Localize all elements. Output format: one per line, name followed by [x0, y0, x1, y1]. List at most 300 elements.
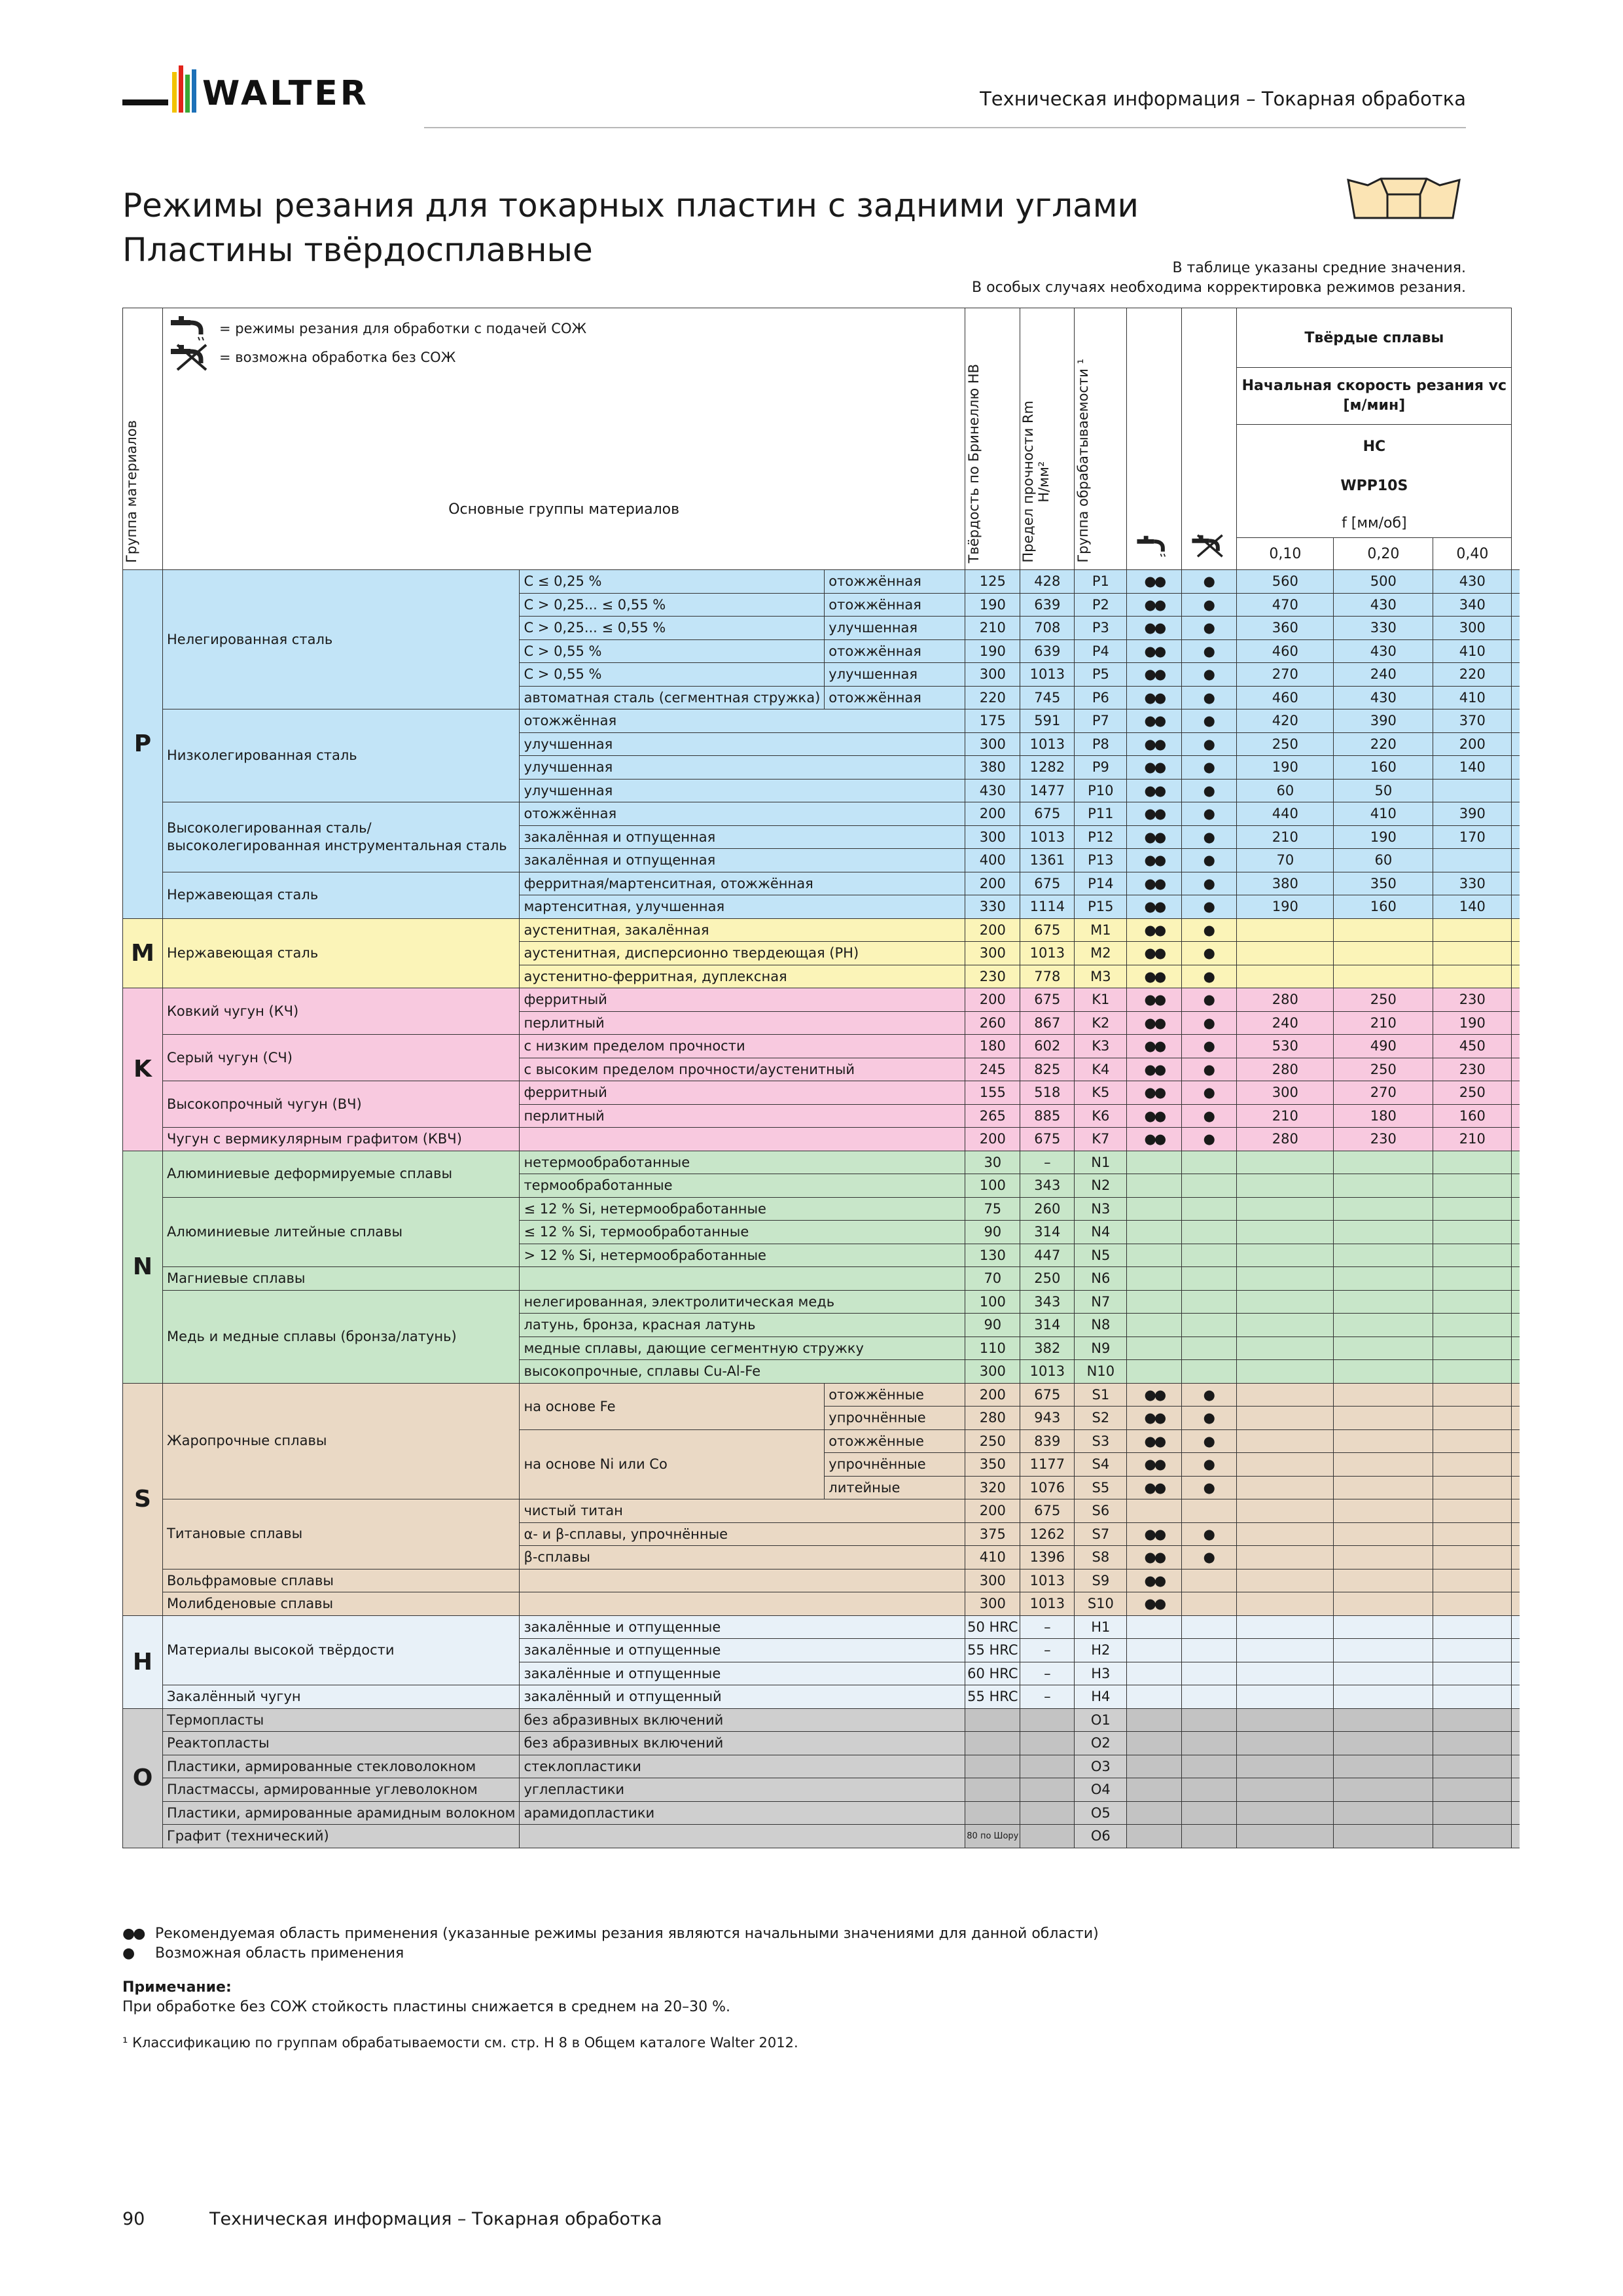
dry-rating: ●: [1182, 1011, 1237, 1035]
speed-value: [1433, 1546, 1512, 1570]
dry-rating: [1182, 1732, 1237, 1755]
material-group-letter: O: [123, 1708, 163, 1848]
speed-value: [1433, 1336, 1512, 1360]
machinability-code: P4: [1075, 639, 1127, 663]
speed-value: 460: [1237, 686, 1334, 709]
material-subgroup: Нержавеющая сталь: [163, 918, 520, 988]
speed-value: 430: [1334, 639, 1433, 663]
hardness-value: 55 HRC: [965, 1685, 1020, 1709]
dry-rating: ●: [1182, 988, 1237, 1012]
strength-value: 343: [1020, 1174, 1075, 1198]
row-tail: [1512, 1592, 1520, 1616]
material-description: чистый титан: [520, 1499, 965, 1523]
speed-value: [1237, 1801, 1334, 1825]
speed-value: [1237, 1453, 1334, 1477]
speed-value: [1237, 1221, 1334, 1244]
material-description: [520, 1128, 965, 1151]
row-tail: [1512, 663, 1520, 687]
dry-rating: ●: [1182, 756, 1237, 780]
speed-value: [1334, 1197, 1433, 1221]
machinability-code: P3: [1075, 617, 1127, 640]
strength-value: 708: [1020, 617, 1075, 640]
speed-value: [1433, 918, 1512, 942]
dry-rating: [1182, 1290, 1237, 1314]
dry-rating: ●: [1182, 1476, 1237, 1499]
machinability-code: O6: [1075, 1825, 1127, 1848]
row-tail: [1512, 709, 1520, 733]
strength-value: –: [1020, 1151, 1075, 1174]
hardness-header: Твёрдость по Бринеллю HB: [966, 363, 982, 563]
table-row: [123, 1825, 1520, 1848]
speed-value: 190: [1237, 895, 1334, 919]
coolant-rating: ●●: [1127, 1081, 1182, 1105]
speed-value: 160: [1334, 756, 1433, 780]
dry-rating: ●: [1182, 1128, 1237, 1151]
material-description: нелегированная, электролитическая медь: [520, 1290, 965, 1314]
speed-value: [1433, 1569, 1512, 1592]
coolant-rating: ●●: [1127, 1476, 1182, 1499]
dry-rating: ●: [1182, 1104, 1237, 1128]
legend-possible: ● Возможная область применения: [122, 1945, 404, 1962]
hardness-value: 155: [965, 1081, 1020, 1105]
hardness-value: [965, 1755, 1020, 1778]
speed-value: [1237, 1755, 1334, 1778]
speed-value: [1237, 1778, 1334, 1802]
hardness-value: 55 HRC: [965, 1639, 1020, 1662]
dry-rating: [1182, 1151, 1237, 1174]
machinability-code: M2: [1075, 942, 1127, 965]
speed-value: [1237, 1825, 1334, 1848]
dry-rating: [1182, 1267, 1237, 1291]
row-tail: [1512, 1732, 1520, 1755]
material-description: C > 0,55 %: [520, 663, 825, 687]
row-tail: [1512, 1174, 1520, 1198]
speed-value: 60: [1237, 779, 1334, 802]
speed-value: [1237, 1732, 1334, 1755]
strength-value: 675: [1020, 1383, 1075, 1407]
material-description: > 12 % Si, нетермообработанные: [520, 1244, 965, 1267]
speed-value: [1334, 1290, 1433, 1314]
strength-value: 1013: [1020, 732, 1075, 756]
coolant-rating: ●●: [1127, 593, 1182, 617]
speed-value: [1237, 1244, 1334, 1267]
strength-value: [1020, 1801, 1075, 1825]
row-tail: [1512, 872, 1520, 895]
strength-value: 260: [1020, 1197, 1075, 1221]
material-description: C > 0,25... ≤ 0,55 %: [520, 593, 825, 617]
row-tail: [1512, 1569, 1520, 1592]
machinability-header: Группа обрабатываемости ¹: [1075, 359, 1092, 563]
material-subgroup: Закалённый чугун: [163, 1685, 520, 1709]
machinability-code: H2: [1075, 1639, 1127, 1662]
strength-value: 382: [1020, 1336, 1075, 1360]
coolant-rating: [1127, 1267, 1182, 1291]
material-subgroup: Пластики, армированные арамидным волокном: [163, 1801, 520, 1825]
material-condition: отожжённые: [825, 1383, 965, 1407]
coolant-rating: [1127, 1336, 1182, 1360]
material-subgroup: Высокопрочный чугун (ВЧ): [163, 1081, 520, 1128]
material-description: ≤ 12 % Si, термообработанные: [520, 1221, 965, 1244]
material-description: мартенситная, улучшенная: [520, 895, 965, 919]
speed-value: [1237, 1476, 1334, 1499]
coolant-rating: [1127, 1732, 1182, 1755]
speed-value: 220: [1433, 663, 1512, 687]
coolant-rating: ●●: [1127, 988, 1182, 1012]
machinability-code: K6: [1075, 1104, 1127, 1128]
strength-value: –: [1020, 1685, 1075, 1709]
speed-value: [1433, 1290, 1512, 1314]
hardness-value: 180: [965, 1035, 1020, 1058]
speed-value: [1334, 1778, 1433, 1802]
machinability-code: H4: [1075, 1685, 1127, 1709]
machinability-code: N4: [1075, 1221, 1127, 1244]
speed-value: [1334, 1499, 1433, 1523]
strength-value: –: [1020, 1615, 1075, 1639]
legend-recommended: ●● Рекомендуемая область применения (указанные режимы резания являются начальными значениями для данной области): [122, 1926, 1099, 1942]
machinability-code: K1: [1075, 988, 1127, 1012]
speed-value: [1433, 1407, 1512, 1430]
machinability-code: P1: [1075, 570, 1127, 594]
coolant-rating: ●●: [1127, 942, 1182, 965]
strength-value: 675: [1020, 802, 1075, 826]
speed-value: 330: [1433, 872, 1512, 895]
turning-insert-icon: [1342, 173, 1466, 223]
material-subgroup: Титановые сплавы: [163, 1499, 520, 1570]
coolant-rating: ●●: [1127, 918, 1182, 942]
table-row: [123, 709, 1520, 733]
speed-value: 380: [1237, 872, 1334, 895]
strength-value: 1177: [1020, 1453, 1075, 1477]
dry-rating: [1182, 1221, 1237, 1244]
hardness-value: 200: [965, 1383, 1020, 1407]
speed-value: [1334, 1639, 1433, 1662]
coolant-rating: ●●: [1127, 1522, 1182, 1546]
speed-value: 390: [1433, 802, 1512, 826]
speed-value: [1334, 965, 1433, 988]
dry-rating: ●: [1182, 942, 1237, 965]
machinability-code: S5: [1075, 1476, 1127, 1499]
machinability-code: N10: [1075, 1360, 1127, 1384]
speed-value: 410: [1433, 639, 1512, 663]
material-description: перлитный: [520, 1104, 965, 1128]
dry-rating: ●: [1182, 617, 1237, 640]
speed-value: [1433, 1755, 1512, 1778]
speed-value: [1433, 1522, 1512, 1546]
row-tail: [1512, 1290, 1520, 1314]
speed-value: 440: [1237, 802, 1334, 826]
material-condition: упрочнённые: [825, 1407, 965, 1430]
coolant-rating: [1127, 1151, 1182, 1174]
speed-value: [1334, 1407, 1433, 1430]
hardness-value: 250: [965, 1429, 1020, 1453]
machinability-code: S10: [1075, 1592, 1127, 1616]
machinability-code: N3: [1075, 1197, 1127, 1221]
material-subgroup: Пластмассы, армированные углеволокном: [163, 1778, 520, 1802]
cutting-speed-header: Начальная скорость резания vc [м/мин]: [1237, 368, 1512, 425]
machinability-code: P6: [1075, 686, 1127, 709]
speed-value: 180: [1334, 1104, 1433, 1128]
machinability-code: N2: [1075, 1174, 1127, 1198]
speed-value: [1433, 1708, 1512, 1732]
remark-title: Примечание:: [122, 1979, 232, 1996]
speed-value: 60: [1334, 849, 1433, 872]
speed-value: [1334, 1267, 1433, 1291]
coolant-rating: ●●: [1127, 1035, 1182, 1058]
row-tail: [1512, 965, 1520, 988]
material-subgroup: Алюминиевые деформируемые сплавы: [163, 1151, 520, 1197]
strength-value: 675: [1020, 872, 1075, 895]
hardness-value: 220: [965, 686, 1020, 709]
table-row: [123, 1499, 1520, 1523]
strength-value: 518: [1020, 1081, 1075, 1105]
coolant-rating: [1127, 1314, 1182, 1337]
coolant-rating: [1127, 1197, 1182, 1221]
material-group-letter: S: [123, 1383, 163, 1615]
hardness-value: 300: [965, 942, 1020, 965]
speed-value: [1334, 1221, 1433, 1244]
speed-value: 340: [1433, 593, 1512, 617]
speed-value: [1334, 1360, 1433, 1384]
row-tail: [1512, 1546, 1520, 1570]
hardness-value: [965, 1732, 1020, 1755]
speed-value: 250: [1433, 1081, 1512, 1105]
coolant-tap-icon: [1135, 533, 1174, 560]
material-subgroup: Молибденовые сплавы: [163, 1592, 520, 1616]
strength-value: 675: [1020, 918, 1075, 942]
dry-rating: ●: [1182, 872, 1237, 895]
material-description: ферритный: [520, 988, 965, 1012]
dry-rating: ●: [1182, 686, 1237, 709]
speed-value: [1433, 1639, 1512, 1662]
strength-value: [1020, 1732, 1075, 1755]
speed-value: 210: [1237, 1104, 1334, 1128]
speed-value: [1433, 1615, 1512, 1639]
table-row: [123, 918, 1520, 942]
machinability-code: M3: [1075, 965, 1127, 988]
material-condition: упрочнённые: [825, 1453, 965, 1477]
speed-value: [1334, 1244, 1433, 1267]
speed-value: 280: [1237, 1058, 1334, 1081]
coolant-rating: [1127, 1221, 1182, 1244]
row-tail: [1512, 1128, 1520, 1151]
row-tail: [1512, 686, 1520, 709]
coolant-rating: ●●: [1127, 872, 1182, 895]
speed-value: [1334, 1708, 1433, 1732]
speed-value: 330: [1334, 617, 1433, 640]
coolant-rating: [1127, 1801, 1182, 1825]
coolant-rating: ●●: [1127, 1429, 1182, 1453]
strength-value: 1013: [1020, 1592, 1075, 1616]
speed-value: [1237, 1522, 1334, 1546]
machinability-code: H1: [1075, 1615, 1127, 1639]
header-row: [123, 308, 1520, 368]
speed-value: 220: [1334, 732, 1433, 756]
machinability-code: P5: [1075, 663, 1127, 687]
row-tail: [1512, 1801, 1520, 1825]
material-description: закалённые и отпущенные: [520, 1662, 965, 1685]
row-tail: [1512, 1407, 1520, 1430]
coolant-rating: [1127, 1174, 1182, 1198]
machinability-code: P10: [1075, 779, 1127, 802]
table-row: [123, 1755, 1520, 1778]
hardness-value: 30: [965, 1151, 1020, 1174]
dry-rating: ●: [1182, 663, 1237, 687]
hardness-value: 200: [965, 1499, 1020, 1523]
material-condition: улучшенная: [825, 617, 965, 640]
hardness-value: 380: [965, 756, 1020, 780]
strength-value: 1013: [1020, 1360, 1075, 1384]
hardness-value: 75: [965, 1197, 1020, 1221]
material-description: углепластики: [520, 1778, 965, 1802]
dry-rating: ●: [1182, 1058, 1237, 1081]
table-row: [123, 1801, 1520, 1825]
table-row: [123, 1778, 1520, 1802]
material-subgroup: Низколегированная сталь: [163, 709, 520, 802]
speed-value: [1433, 1662, 1512, 1685]
dry-rating: [1182, 1314, 1237, 1337]
machinability-code: N8: [1075, 1314, 1127, 1337]
coolant-rating: ●●: [1127, 756, 1182, 780]
material-description: медные сплавы, дающие сегментную стружку: [520, 1336, 965, 1360]
remark-text: При обработке без СОЖ стойкость пластины снижается в среднем на 20–30 %.: [122, 1999, 731, 2015]
coolant-rating: [1127, 1662, 1182, 1685]
speed-value: 210: [1334, 1011, 1433, 1035]
table-row: [123, 1615, 1520, 1639]
speed-value: 360: [1237, 617, 1334, 640]
coolant-rating: ●●: [1127, 1592, 1182, 1616]
strength-value: 250: [1020, 1267, 1075, 1291]
table-row: [123, 570, 1520, 594]
speed-value: [1237, 1197, 1334, 1221]
speed-value: [1237, 1569, 1334, 1592]
legend-coolant: = режимы резания для обработки с подачей СОЖ: [168, 316, 959, 341]
row-tail: [1512, 1244, 1520, 1267]
machinability-code: K7: [1075, 1128, 1127, 1151]
walter-logo: [122, 60, 397, 119]
machinability-code: N1: [1075, 1151, 1127, 1174]
page-footer: [122, 2209, 721, 2229]
material-description: отожжённая: [520, 802, 965, 826]
table-row: [123, 1592, 1520, 1616]
row-tail: [1512, 1476, 1520, 1499]
strength-value: –: [1020, 1639, 1075, 1662]
table-row: [123, 872, 1520, 895]
row-tail: [1512, 1104, 1520, 1128]
row-tail: [1512, 1221, 1520, 1244]
material-description: нетермообработанные: [520, 1151, 965, 1174]
material-description: термообработанные: [520, 1174, 965, 1198]
material-condition: литейные: [825, 1476, 965, 1499]
dry-rating: ●: [1182, 1383, 1237, 1407]
machinability-code: S6: [1075, 1499, 1127, 1523]
machinability-code: O4: [1075, 1778, 1127, 1802]
footnote: ¹ Классификацию по группам обрабатываемости см. стр. H 8 в Общем каталоге Walter 2012.: [122, 2035, 798, 2051]
row-tail: [1512, 779, 1520, 802]
row-tail: [1512, 1639, 1520, 1662]
table-row: [123, 1708, 1520, 1732]
hardness-value: 330: [965, 895, 1020, 919]
speed-value: [1237, 1174, 1334, 1198]
speed-value: [1334, 1755, 1433, 1778]
material-description: C > 0,25... ≤ 0,55 %: [520, 617, 825, 640]
speed-value: [1433, 965, 1512, 988]
material-condition: отожжённая: [825, 686, 965, 709]
dry-rating: [1182, 1592, 1237, 1616]
hardness-value: 210: [965, 617, 1020, 640]
dry-rating: ●: [1182, 639, 1237, 663]
coolant-rating: ●●: [1127, 1407, 1182, 1430]
coolant-rating: [1127, 1825, 1182, 1848]
speed-value: [1237, 1499, 1334, 1523]
footer-section-title: Техническая информация – Токарная обработка: [209, 2209, 662, 2229]
material-description: улучшенная: [520, 756, 965, 780]
machinability-code: S8: [1075, 1546, 1127, 1570]
legend-and-notes: [122, 1924, 1099, 2053]
speed-value: [1237, 965, 1334, 988]
dry-machining-icon: [1190, 532, 1229, 560]
material-description: β-сплавы: [520, 1546, 965, 1570]
hardness-value: 80 по Шору: [965, 1825, 1020, 1848]
machinability-code: O2: [1075, 1732, 1127, 1755]
coolant-rating: ●●: [1127, 1128, 1182, 1151]
table-row: [123, 1035, 1520, 1058]
material-description: арамидопластики: [520, 1801, 965, 1825]
strength-value: 1396: [1020, 1546, 1075, 1570]
speed-value: 300: [1433, 617, 1512, 640]
carbides-header: Твёрдые сплавы: [1237, 308, 1512, 368]
row-tail: [1512, 895, 1520, 919]
material-condition: отожжённые: [825, 1429, 965, 1453]
machinability-code: P8: [1075, 732, 1127, 756]
speed-value: [1334, 942, 1433, 965]
speed-value: 140: [1433, 895, 1512, 919]
hardness-value: 430: [965, 779, 1020, 802]
page-number: 90: [122, 2209, 145, 2229]
speed-value: [1433, 1453, 1512, 1477]
material-group-letter: N: [123, 1151, 163, 1383]
table-row: [123, 988, 1520, 1012]
speed-value: [1237, 1685, 1334, 1709]
hardness-value: 245: [965, 1058, 1020, 1081]
grade-header: HC WPP10S: [1237, 425, 1512, 509]
strength-value: 1076: [1020, 1476, 1075, 1499]
material-description: [520, 1592, 965, 1616]
speed-value: [1237, 1267, 1334, 1291]
average-values-note: В таблице указаны средние значения. В особых случаях необходима корректировка режимов резания.: [972, 260, 1466, 296]
speed-value: [1433, 942, 1512, 965]
machinability-code: N6: [1075, 1267, 1127, 1291]
feed-value: 0,40: [1433, 538, 1512, 570]
row-tail: [1512, 1267, 1520, 1291]
table-row: [123, 1081, 1520, 1105]
material-description: ферритный: [520, 1081, 965, 1105]
strength-value: 314: [1020, 1221, 1075, 1244]
speed-value: [1237, 1546, 1334, 1570]
hardness-value: 350: [965, 1453, 1020, 1477]
dry-rating: ●: [1182, 570, 1237, 594]
material-description: закалённая и отпущенная: [520, 849, 965, 872]
table-row: [123, 1290, 1520, 1314]
material-condition: отожжённая: [825, 593, 965, 617]
speed-value: 190: [1334, 825, 1433, 849]
speed-value: [1433, 1244, 1512, 1267]
strength-value: [1020, 1778, 1075, 1802]
strength-value: 591: [1020, 709, 1075, 733]
hardness-value: 190: [965, 593, 1020, 617]
hardness-value: 300: [965, 1360, 1020, 1384]
coolant-rating: [1127, 1778, 1182, 1802]
hardness-value: 125: [965, 570, 1020, 594]
